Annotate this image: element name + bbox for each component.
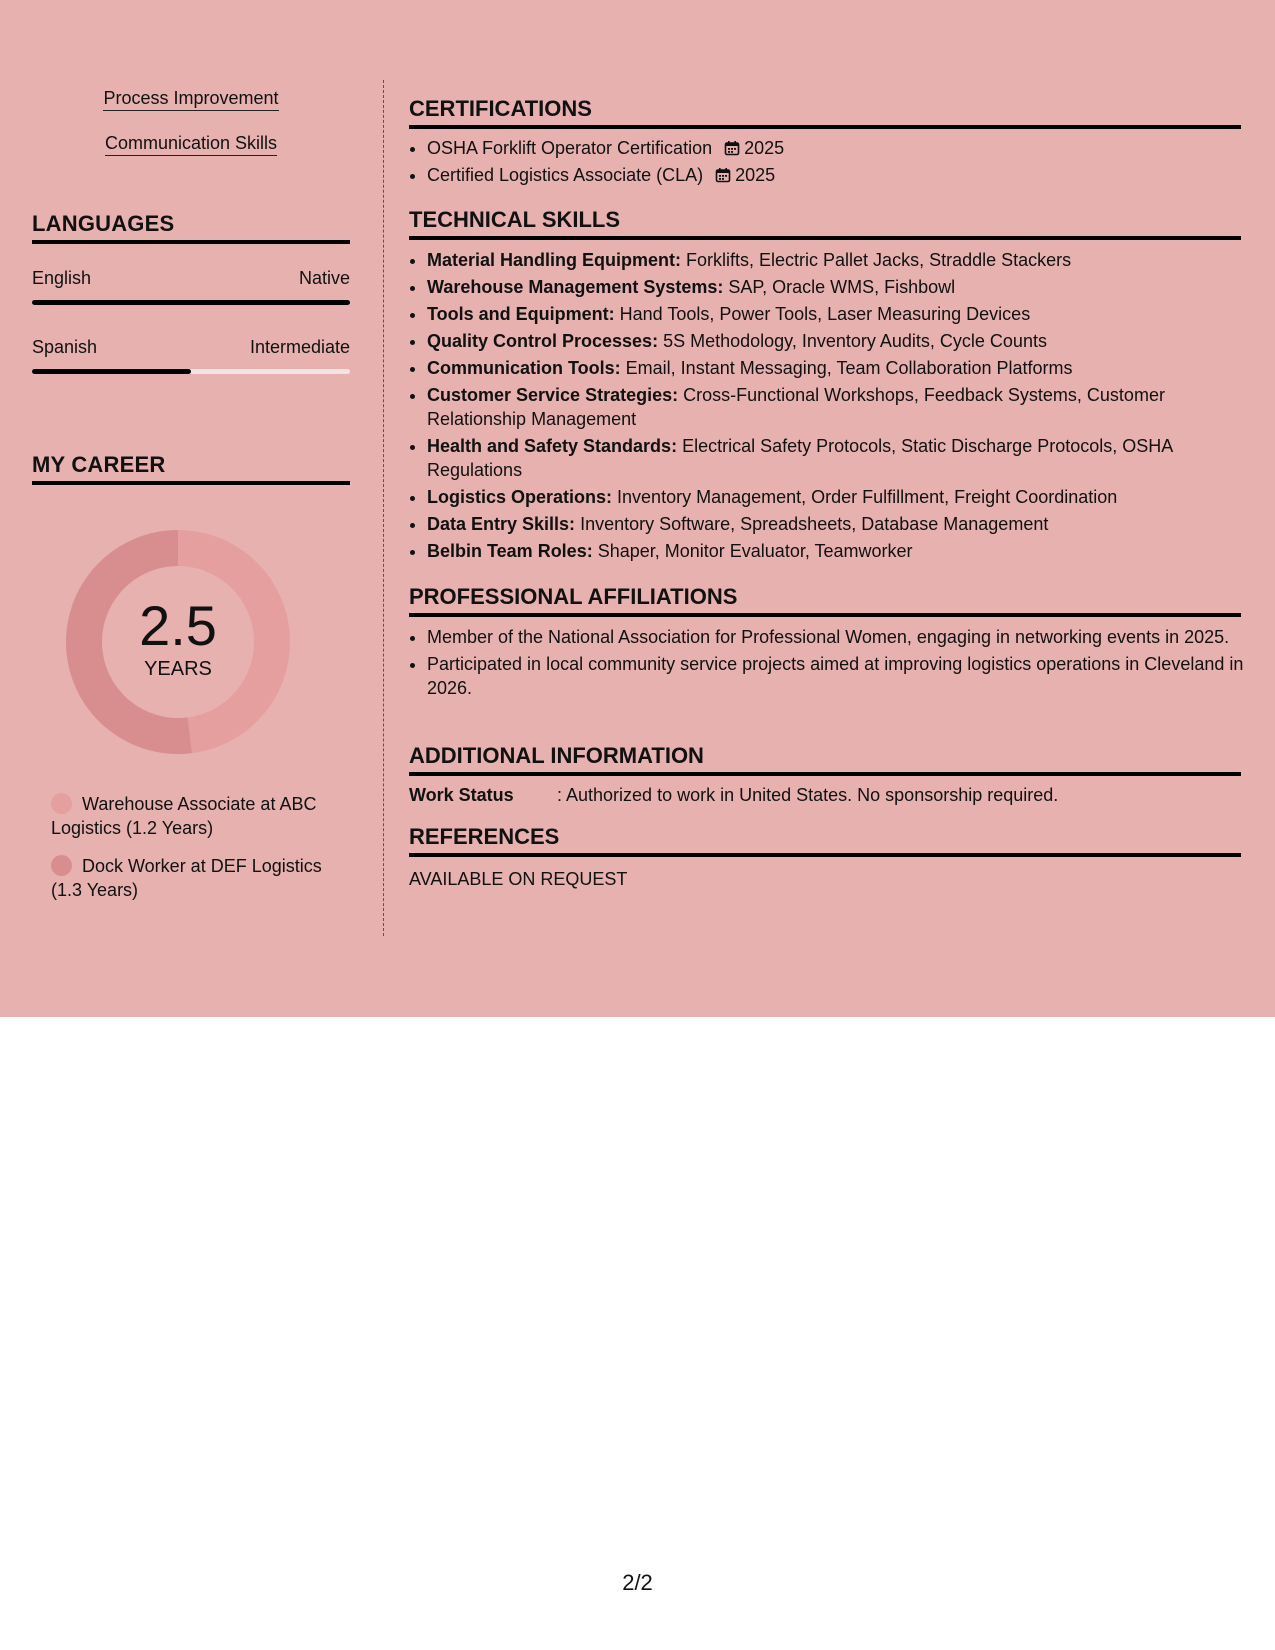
career-total-unit: YEARS (144, 657, 212, 680)
skill-category: Health and Safety Standards: (427, 436, 678, 456)
skill-item (427, 356, 1259, 380)
career-legend-label: Dock Worker at DEF Logistics (1.3 Years) (51, 856, 322, 900)
calendar-icon (715, 167, 731, 183)
language-proficiency-bar (32, 300, 350, 305)
language-name: Spanish (32, 337, 98, 357)
skill-category: Communication Tools: (427, 358, 621, 378)
certifications-list (409, 136, 1259, 190)
certification-name: Certified Logistics Associate (CLA) (427, 165, 704, 185)
career-legend-item (51, 854, 351, 902)
language-name: English (32, 268, 92, 288)
skill-tag-link[interactable]: Communication Skills (105, 133, 277, 156)
skill-item (427, 248, 1259, 272)
career-total-years: 2.5 (139, 593, 217, 657)
skill-category: Warehouse Management Systems: (427, 277, 724, 297)
references-text: AVAILABLE ON REQUEST (409, 869, 628, 889)
legend-dot (51, 855, 72, 876)
language-item (32, 268, 350, 305)
certifications-heading: CERTIFICATIONS (409, 96, 1241, 129)
column-divider (383, 80, 384, 936)
skill-tag-link[interactable]: Process Improvement (103, 88, 278, 111)
work-status-label: Work Status (409, 785, 514, 805)
skill-category: Quality Control Processes: (427, 331, 659, 351)
page-number: 2/2 (622, 1570, 653, 1595)
skill-item (427, 275, 1259, 299)
language-item (32, 337, 350, 374)
career-donut-center (66, 530, 290, 754)
skill-category: Customer Service Strategies: (427, 385, 679, 405)
career-legend-label: Warehouse Associate at ABC Logistics (1.2 Years) (51, 794, 317, 838)
skill-values: SAP, Oracle WMS, Fishbowl (723, 277, 956, 297)
skill-category: Material Handling Equipment: (427, 250, 682, 270)
certification-item (427, 163, 1259, 187)
language-proficiency-fill (32, 369, 191, 374)
skill-tag (32, 133, 350, 156)
skill-item (427, 383, 1259, 431)
certification-name: OSHA Forklift Operator Certification (427, 138, 713, 158)
certification-year: 2025 (744, 138, 785, 158)
skill-item (427, 512, 1259, 536)
career-legend-item (51, 792, 351, 840)
skill-item (427, 485, 1259, 509)
languages-heading: LANGUAGES (32, 211, 350, 244)
affiliation-item: • Participated in local community service projects aimed at improving logistics operations in Cleveland in 2026. (427, 652, 1259, 700)
references-heading: REFERENCES (409, 824, 1241, 857)
skill-item (427, 434, 1259, 482)
technical-skills-heading: TECHNICAL SKILLS (409, 207, 1241, 240)
skill-category: Belbin Team Roles: (427, 541, 593, 561)
certification-item (427, 136, 1259, 160)
affiliation-item: • Member of the National Association for Professional Women, engaging in networking events in 2025. (427, 625, 1259, 649)
skill-values: Hand Tools, Power Tools, Laser Measuring Devices (614, 304, 1031, 324)
career-donut-chart (66, 530, 290, 754)
legend-dot (51, 793, 72, 814)
additional-info-heading: ADDITIONAL INFORMATION (409, 743, 1241, 776)
skill-category: Data Entry Skills: (427, 514, 576, 534)
skill-values: Inventory Software, Spreadsheets, Database Management (575, 514, 1049, 534)
skill-values: Forklifts, Electric Pallet Jacks, Straddle Stackers (681, 250, 1072, 270)
skill-values: Electrical Safety Protocols, Static Discharge Protocols, OSHA Regulations (427, 436, 1173, 480)
skill-category: Tools and Equipment: (427, 304, 615, 324)
skill-values: Email, Instant Messaging, Team Collaboration Platforms (620, 358, 1073, 378)
skill-values: Cross-Functional Workshops, Feedback Systems, Customer Relationship Management (427, 385, 1165, 429)
affiliations-heading: PROFESSIONAL AFFILIATIONS (409, 584, 1241, 617)
certification-year: 2025 (735, 165, 776, 185)
skill-values: Inventory Management, Order Fulfillment, Freight Coordination (612, 487, 1118, 507)
career-heading: MY CAREER (32, 452, 350, 485)
affiliations-list (409, 625, 1259, 703)
language-level: Intermediate (249, 337, 350, 357)
skill-values: 5S Methodology, Inventory Audits, Cycle Counts (658, 331, 1047, 351)
work-status-value: : Authorized to work in United States. No sponsorship required. (557, 785, 1059, 805)
language-proficiency-fill (32, 300, 350, 305)
work-status-row (409, 783, 1241, 807)
skill-values: Shaper, Monitor Evaluator, Teamworker (592, 541, 913, 561)
skill-tag (32, 88, 350, 111)
technical-skills-list (409, 248, 1259, 566)
skill-category: Logistics Operations: (427, 487, 613, 507)
skill-item (427, 539, 1259, 563)
calendar-icon (724, 140, 740, 156)
skill-item (427, 302, 1259, 326)
language-proficiency-bar (32, 369, 350, 374)
skill-item (427, 329, 1259, 353)
language-level: Native (298, 268, 350, 288)
